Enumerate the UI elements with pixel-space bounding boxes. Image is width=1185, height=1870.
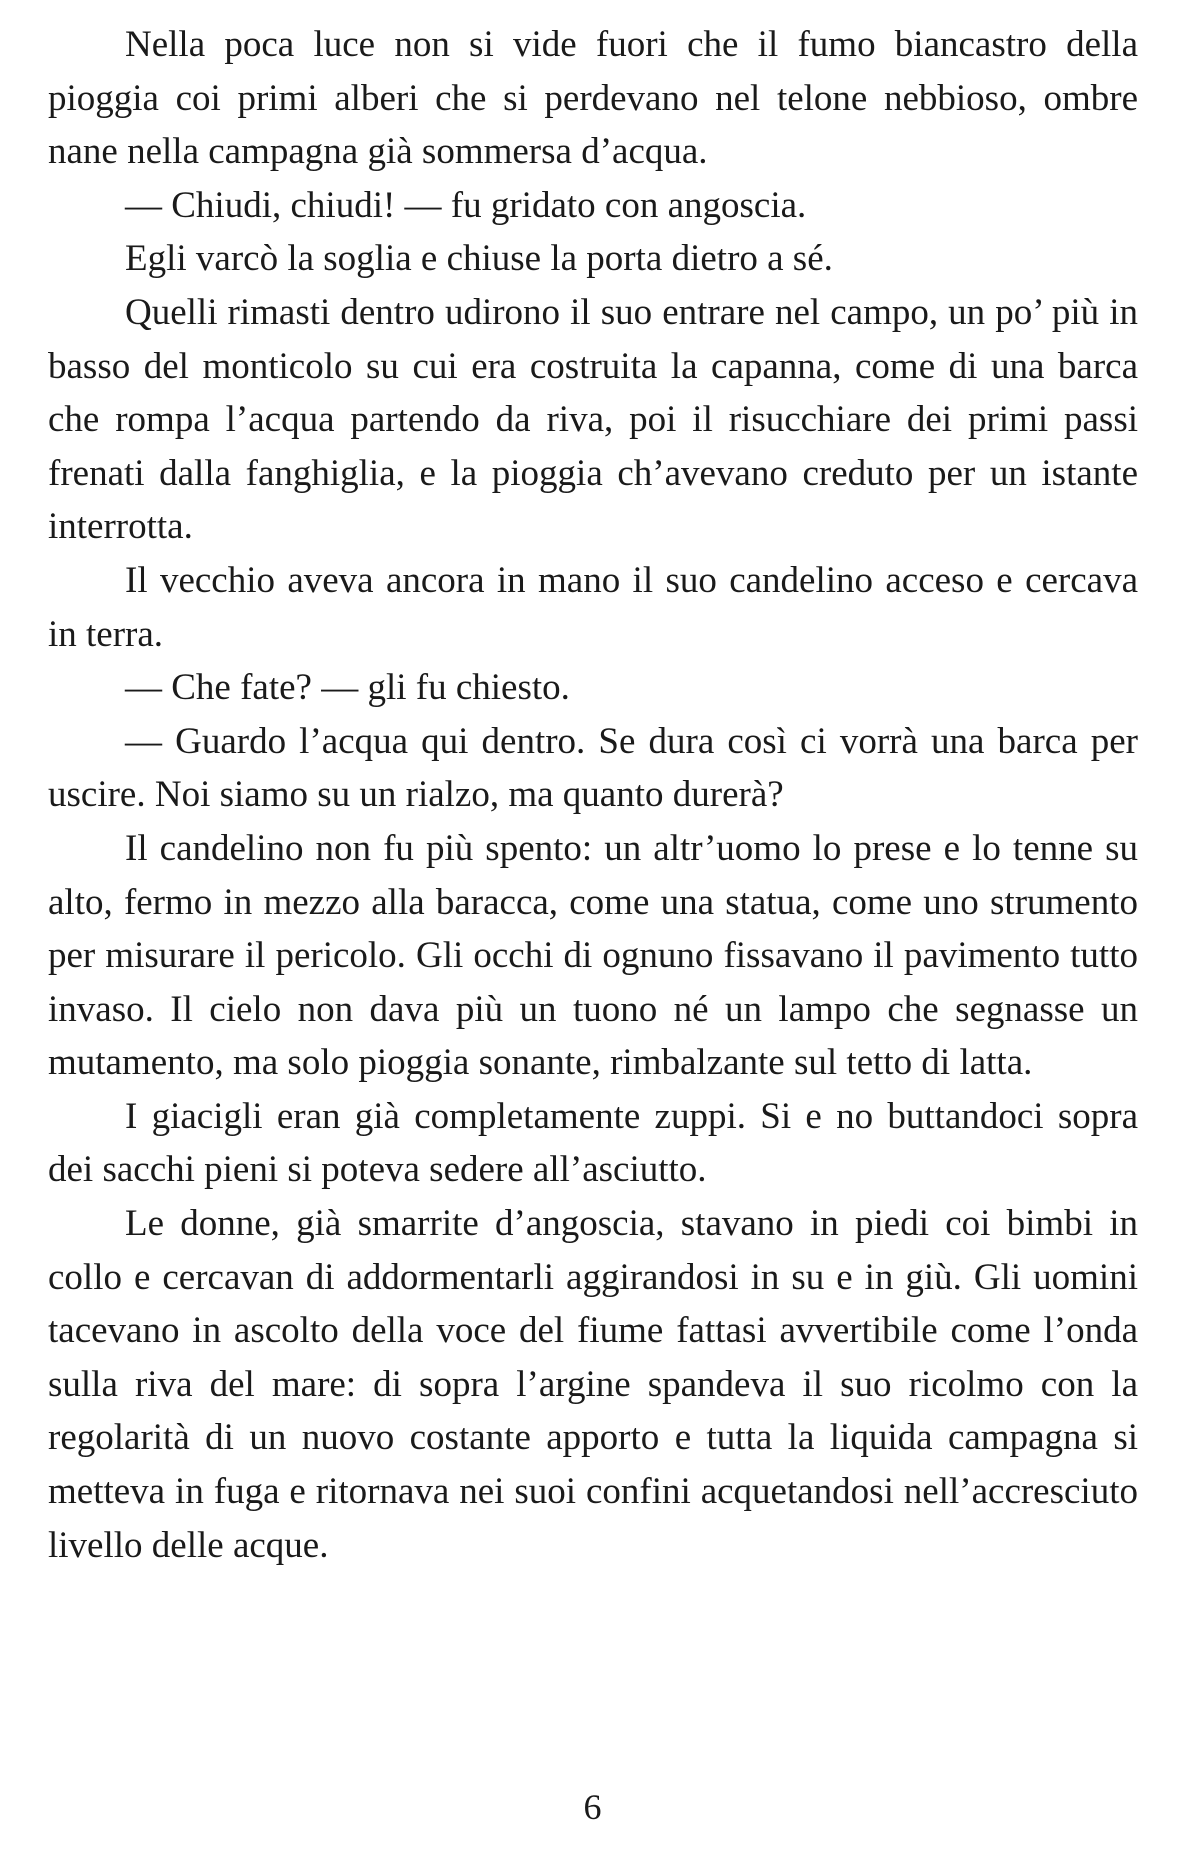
paragraph-8: Il candelino non fu più spento: un altr’uomo lo prese e lo tenne su alto, fermo in mezzo alla baracca, come una statua, come uno strumento per misurare il pericolo. Gli occhi di ognuno fissavano il pavimento tutto invaso. Il cielo non dava più un tuono né un lampo che segnasse un mutamento, ma solo pioggia sonante, rimbalzante sul tetto di latta. bbox=[48, 827, 1138, 1084]
paragraph-9: I giacigli eran già completamente zuppi. Si e no buttandoci sopra dei sacchi pieni si poteva sedere all’asciutto. bbox=[48, 1095, 1138, 1191]
paragraph-1: Nella poca luce non si vide fuori che il fumo biancastro della pioggia coi primi alberi che si perdevano nel telone nebbioso, ombre nane nella campagna già sommersa d’acqua. bbox=[48, 24, 1138, 173]
paragraph-10: Le donne, già smarrite d’angoscia, stavano in piedi coi bimbi in collo e cercavan di addormentarli aggirandosi in su e in giù. Gli uomini tacevano in ascolto della voce del fiume fattasi avvertibile come l’onda sulla riva del mare: di sopra l’argine spandeva il suo ricolmo con la regolarità di un nuovo costante apporto e tutta la liquida campagna si metteva in fuga e ritornava nei suoi confini acquetandosi nell’accresciuto livello delle acque. bbox=[48, 1203, 1138, 1566]
paragraph-6: — Che fate? — gli fu chiesto. bbox=[125, 667, 570, 709]
page-number: 6 bbox=[583, 1787, 602, 1827]
paragraph-5: Il vecchio aveva ancora in mano il suo candelino acceso e cercava in terra. bbox=[48, 559, 1138, 655]
page-body bbox=[48, 18, 1138, 1572]
paragraph-7: — Guardo l’acqua qui dentro. Se dura così ci vorrà una barca per uscire. Noi siamo su un rialzo, ma quanto durerà? bbox=[48, 720, 1138, 816]
paragraph-4: Quelli rimasti dentro udirono il suo entrare nel campo, un po’ più in basso del monticolo su cui era costruita la capanna, come di una barca che rompa l’acqua partendo da riva, poi il risucchiare dei primi passi frenati dalla fanghiglia, e la pioggia ch’avevano creduto per un istante interrotta. bbox=[48, 291, 1138, 548]
paragraph-2: — Chiudi, chiudi! — fu gridato con angoscia. bbox=[125, 184, 807, 226]
paragraph-3: Egli varcò la soglia e chiuse la porta dietro a sé. bbox=[125, 238, 833, 280]
